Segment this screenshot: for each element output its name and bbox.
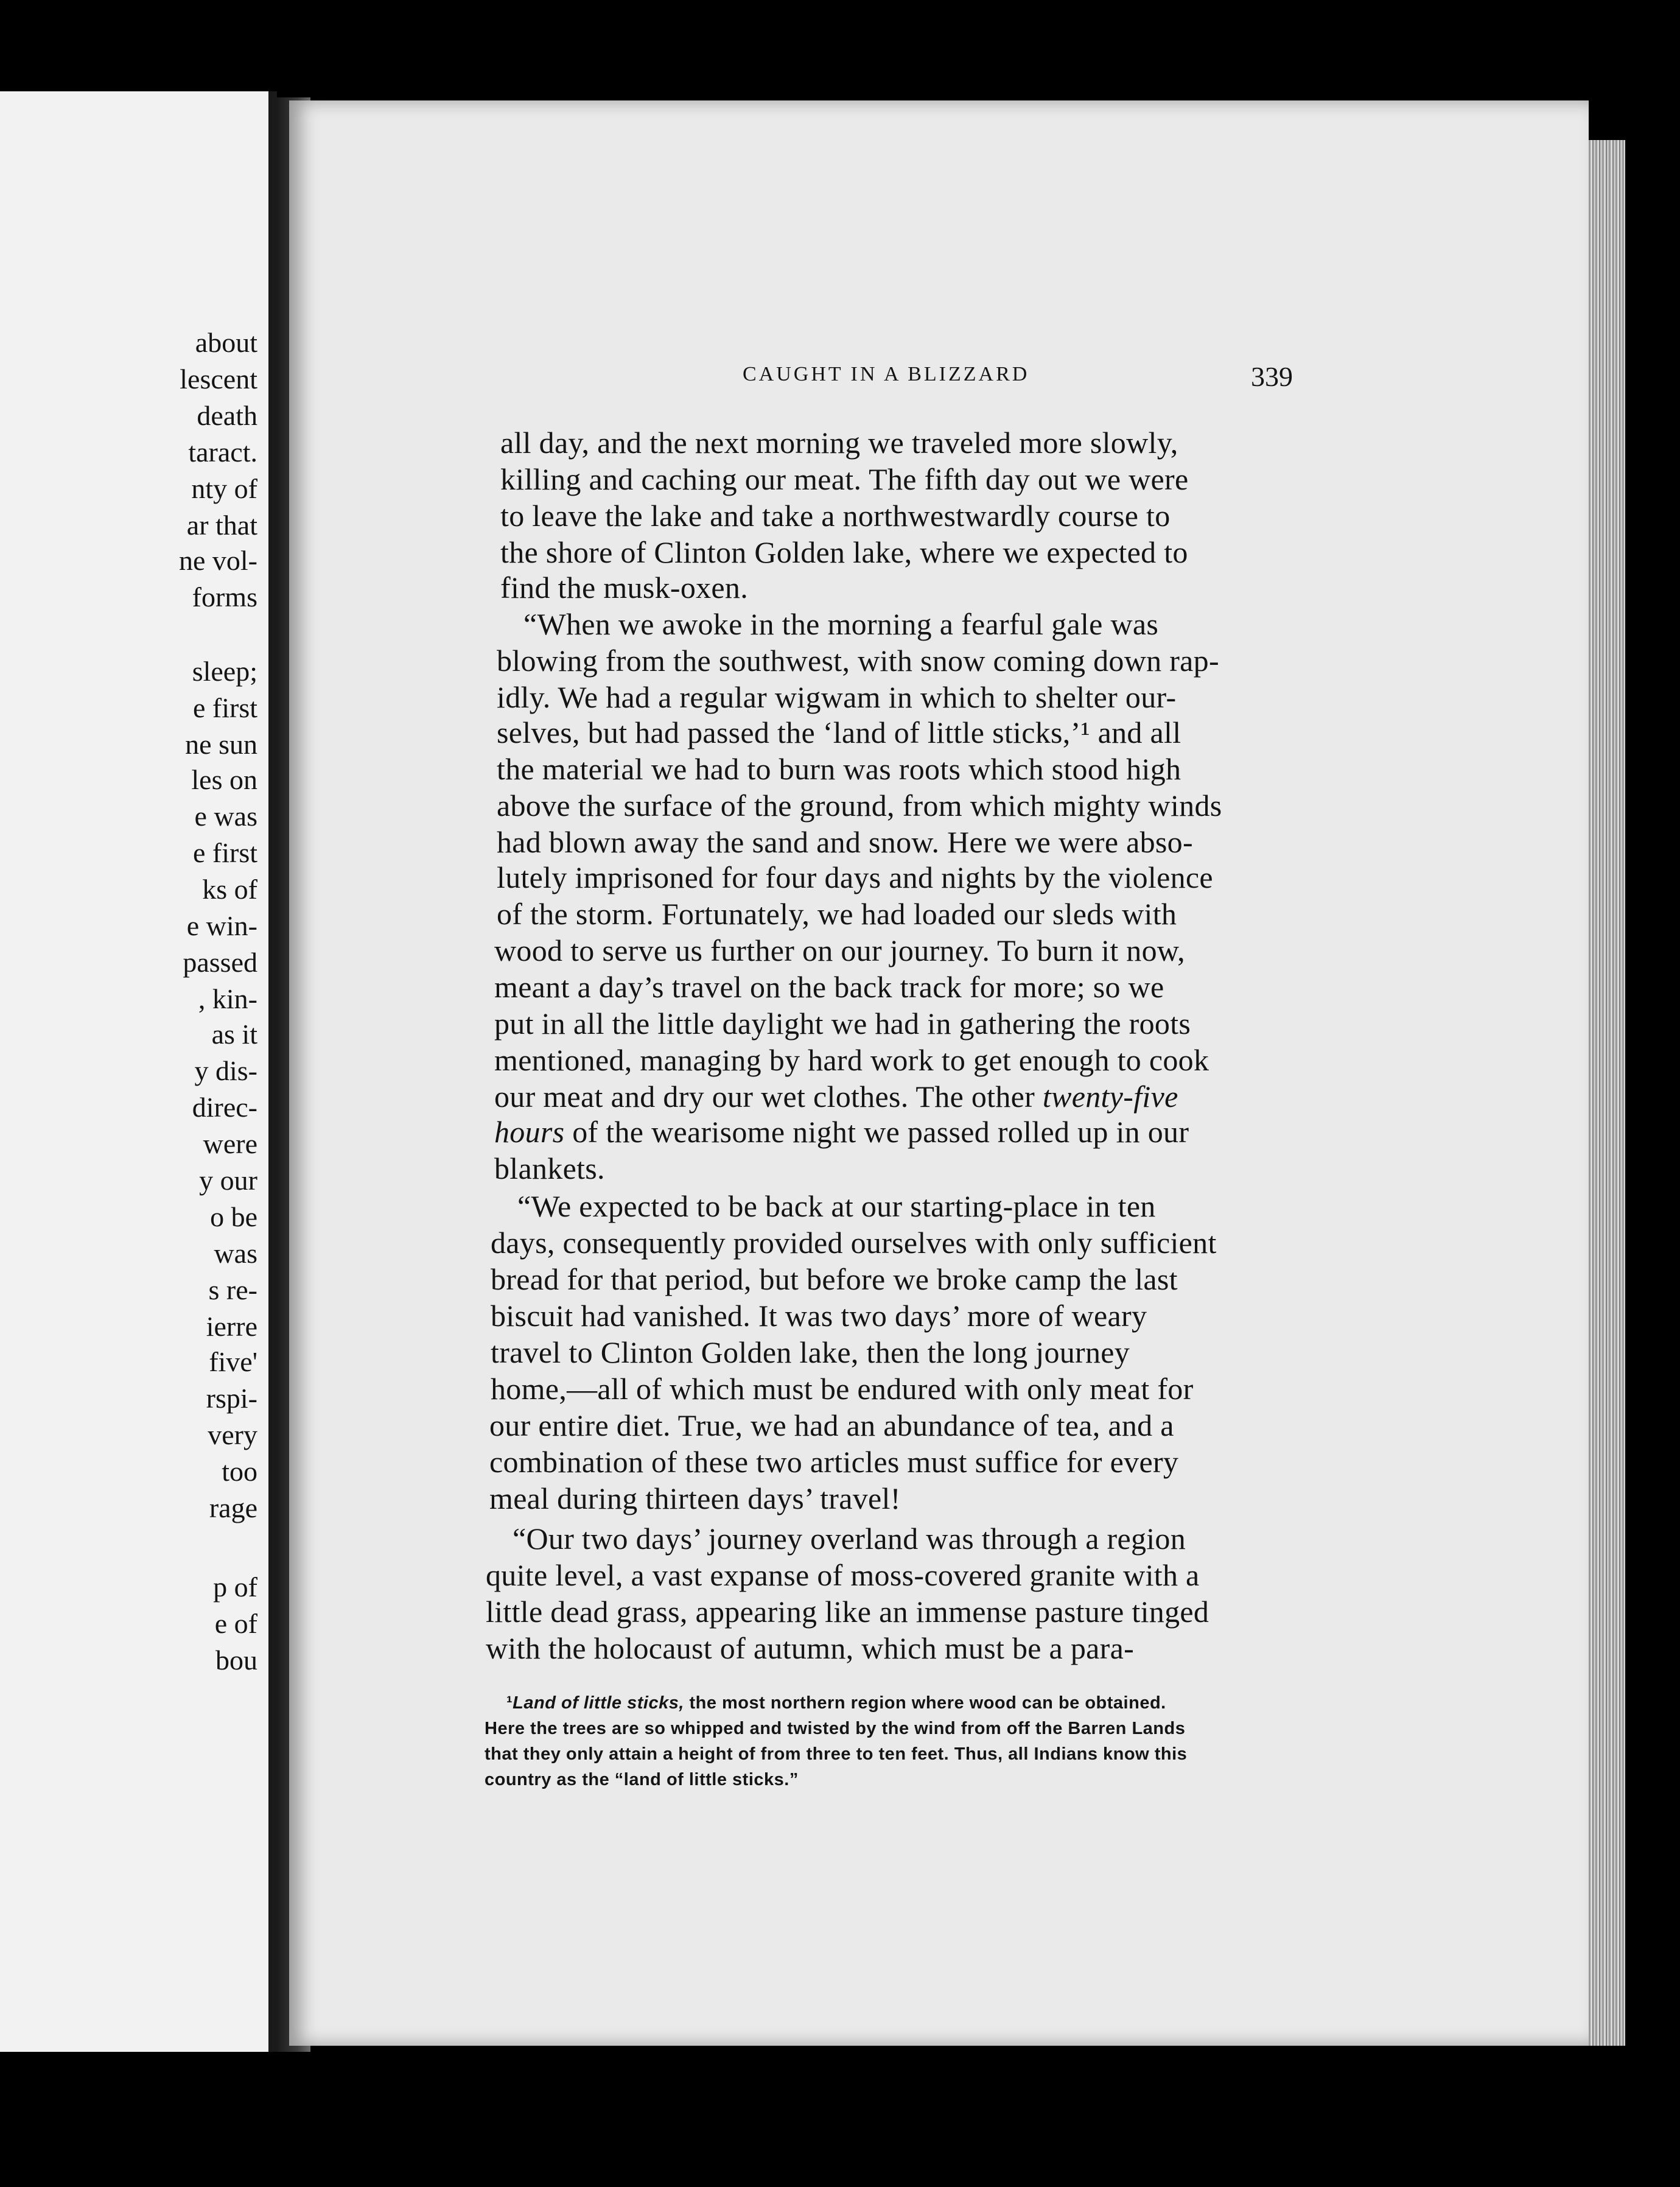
body-line: find the musk-oxen. <box>500 570 749 605</box>
left-page-line: death <box>197 400 257 431</box>
body-line: biscuit had vanished. It was two days’ more of weary <box>491 1299 1147 1333</box>
body-line: combination of these two articles must suffice for every <box>489 1445 1179 1479</box>
body-line: idly. We had a regular wigwam in which to shelter our- <box>497 680 1177 714</box>
body-line: blowing from the southwest, with snow coming down rap- <box>497 644 1219 678</box>
body-line: to leave the lake and take a northwestwardly course to <box>500 499 1171 533</box>
left-page-line: y our <box>199 1165 257 1196</box>
left-page-line: bou <box>215 1645 257 1676</box>
left-page-line: rage <box>209 1492 257 1523</box>
left-page-line: e of <box>214 1608 257 1639</box>
left-page-line: sleep; <box>192 656 257 687</box>
left-page-line: too <box>222 1456 257 1487</box>
body-line: bread for that period, but before we broke camp the last <box>491 1262 1178 1296</box>
left-page-line: p of <box>213 1571 257 1603</box>
left-page-line: ks of <box>202 874 257 905</box>
body-line <box>494 1115 1189 1148</box>
body-line: the shore of Clinton Golden lake, where we expected to <box>500 535 1188 569</box>
left-page-line: very <box>208 1419 257 1450</box>
left-page-line: lescent <box>180 363 257 395</box>
left-page-line: nty of <box>191 473 257 504</box>
body-line: above the surface of the ground, from which mighty winds <box>497 788 1222 823</box>
body-line: days, consequently provided ourselves with only sufficient <box>491 1226 1217 1260</box>
left-page-line: forms <box>192 581 257 613</box>
body-line: “Our two days’ journey overland was through a region <box>513 1522 1186 1556</box>
left-page-line: e first <box>192 837 257 868</box>
body-line: home,—all of which must be endured with only meat for <box>491 1372 1194 1406</box>
italic-phrase: hours <box>494 1115 565 1149</box>
body-line-text: our meat and dry our wet clothes. The other <box>494 1079 1035 1114</box>
body-line: meant a day’s travel on the back track for more; so we <box>494 970 1164 1004</box>
page-number: 339 <box>1251 361 1293 392</box>
footnote-line: that they only attain a height of from three to ten feet. Thus, all Indians know this <box>485 1744 1188 1764</box>
body-line: little dead grass, appearing like an immense pasture tinged <box>486 1595 1209 1629</box>
body-line: mentioned, managing by hard work to get enough to cook <box>494 1043 1209 1077</box>
italic-phrase: twenty-five <box>1042 1079 1178 1114</box>
left-facing-page <box>0 91 277 2052</box>
body-line-text: of the wearisome night we passed rolled up in our <box>572 1115 1189 1149</box>
body-line: had blown away the sand and snow. Here we were abso- <box>497 825 1193 859</box>
footnote-text: the most northern region where wood can be obtained. <box>684 1693 1166 1713</box>
footnote-line: country as the “land of little sticks.” <box>485 1770 799 1789</box>
body-line: of the storm. Fortunately, we had loaded our sleds with <box>497 897 1177 931</box>
body-line: put in all the little daylight we had in gathering the roots <box>494 1006 1191 1041</box>
page-edges <box>1589 140 1625 2046</box>
left-page-line: were <box>203 1128 257 1159</box>
left-page-line: e first <box>192 692 257 723</box>
left-page-line: ne sun <box>185 729 257 760</box>
left-page-line: e win- <box>186 910 257 941</box>
left-page-line: s re- <box>208 1274 257 1305</box>
body-line: “When we awoke in the morning a fearful gale was <box>523 607 1159 641</box>
left-page-line: was <box>214 1238 257 1269</box>
body-line: quite level, a vast expanse of moss-covered granite with a <box>486 1558 1200 1592</box>
footnote-marker: ¹ <box>506 1693 513 1713</box>
body-line <box>494 1080 1178 1113</box>
body-line: wood to serve us further on our journey. To burn it now, <box>494 933 1185 967</box>
left-page-line: as it <box>211 1019 257 1050</box>
body-line: the material we had to burn was roots which stood high <box>497 752 1181 786</box>
footnote-term: Land of little sticks, <box>513 1693 684 1713</box>
left-page-line: direc- <box>192 1092 257 1123</box>
left-page-line: passed <box>183 947 257 978</box>
body-line: “We expected to be back at our starting-place in ten <box>517 1189 1156 1223</box>
left-page-line: y dis- <box>194 1055 257 1086</box>
left-page-line: taract. <box>188 437 257 468</box>
left-page-line: o be <box>210 1201 257 1232</box>
body-line: our entire diet. True, we had an abundance of tea, and a <box>489 1408 1174 1442</box>
left-page-line: ne vol- <box>178 545 257 576</box>
left-page-line: e was <box>194 801 257 832</box>
left-page-line: , kin- <box>198 983 257 1014</box>
running-head: CAUGHT IN A BLIZZARD <box>743 363 1030 385</box>
left-page-line: about <box>195 327 257 358</box>
body-line: lutely imprisoned for four days and nights by the violence <box>497 860 1213 894</box>
left-page-line: rspi- <box>206 1383 257 1414</box>
body-line: all day, and the next morning we traveled more slowly, <box>500 426 1178 460</box>
left-page-line: ar that <box>186 510 257 541</box>
body-line: travel to Clinton Golden lake, then the long journey <box>491 1335 1130 1369</box>
footnote-line: Here the trees are so whipped and twisted by the wind from off the Barren Lands <box>485 1719 1186 1738</box>
left-page-line: five' <box>209 1346 257 1377</box>
body-line: selves, but had passed the ‘land of little sticks,’¹ and all <box>497 715 1181 749</box>
footnote-line <box>506 1693 1166 1713</box>
left-page-line: ierre <box>206 1311 257 1342</box>
body-line: killing and caching our meat. The fifth day out we were <box>500 462 1189 496</box>
body-line: meal during thirteen days’ travel! <box>489 1481 901 1515</box>
left-page-line: les on <box>191 764 257 795</box>
body-line: with the holocaust of autumn, which must be a para- <box>486 1631 1135 1665</box>
body-line: blankets. <box>494 1151 605 1185</box>
